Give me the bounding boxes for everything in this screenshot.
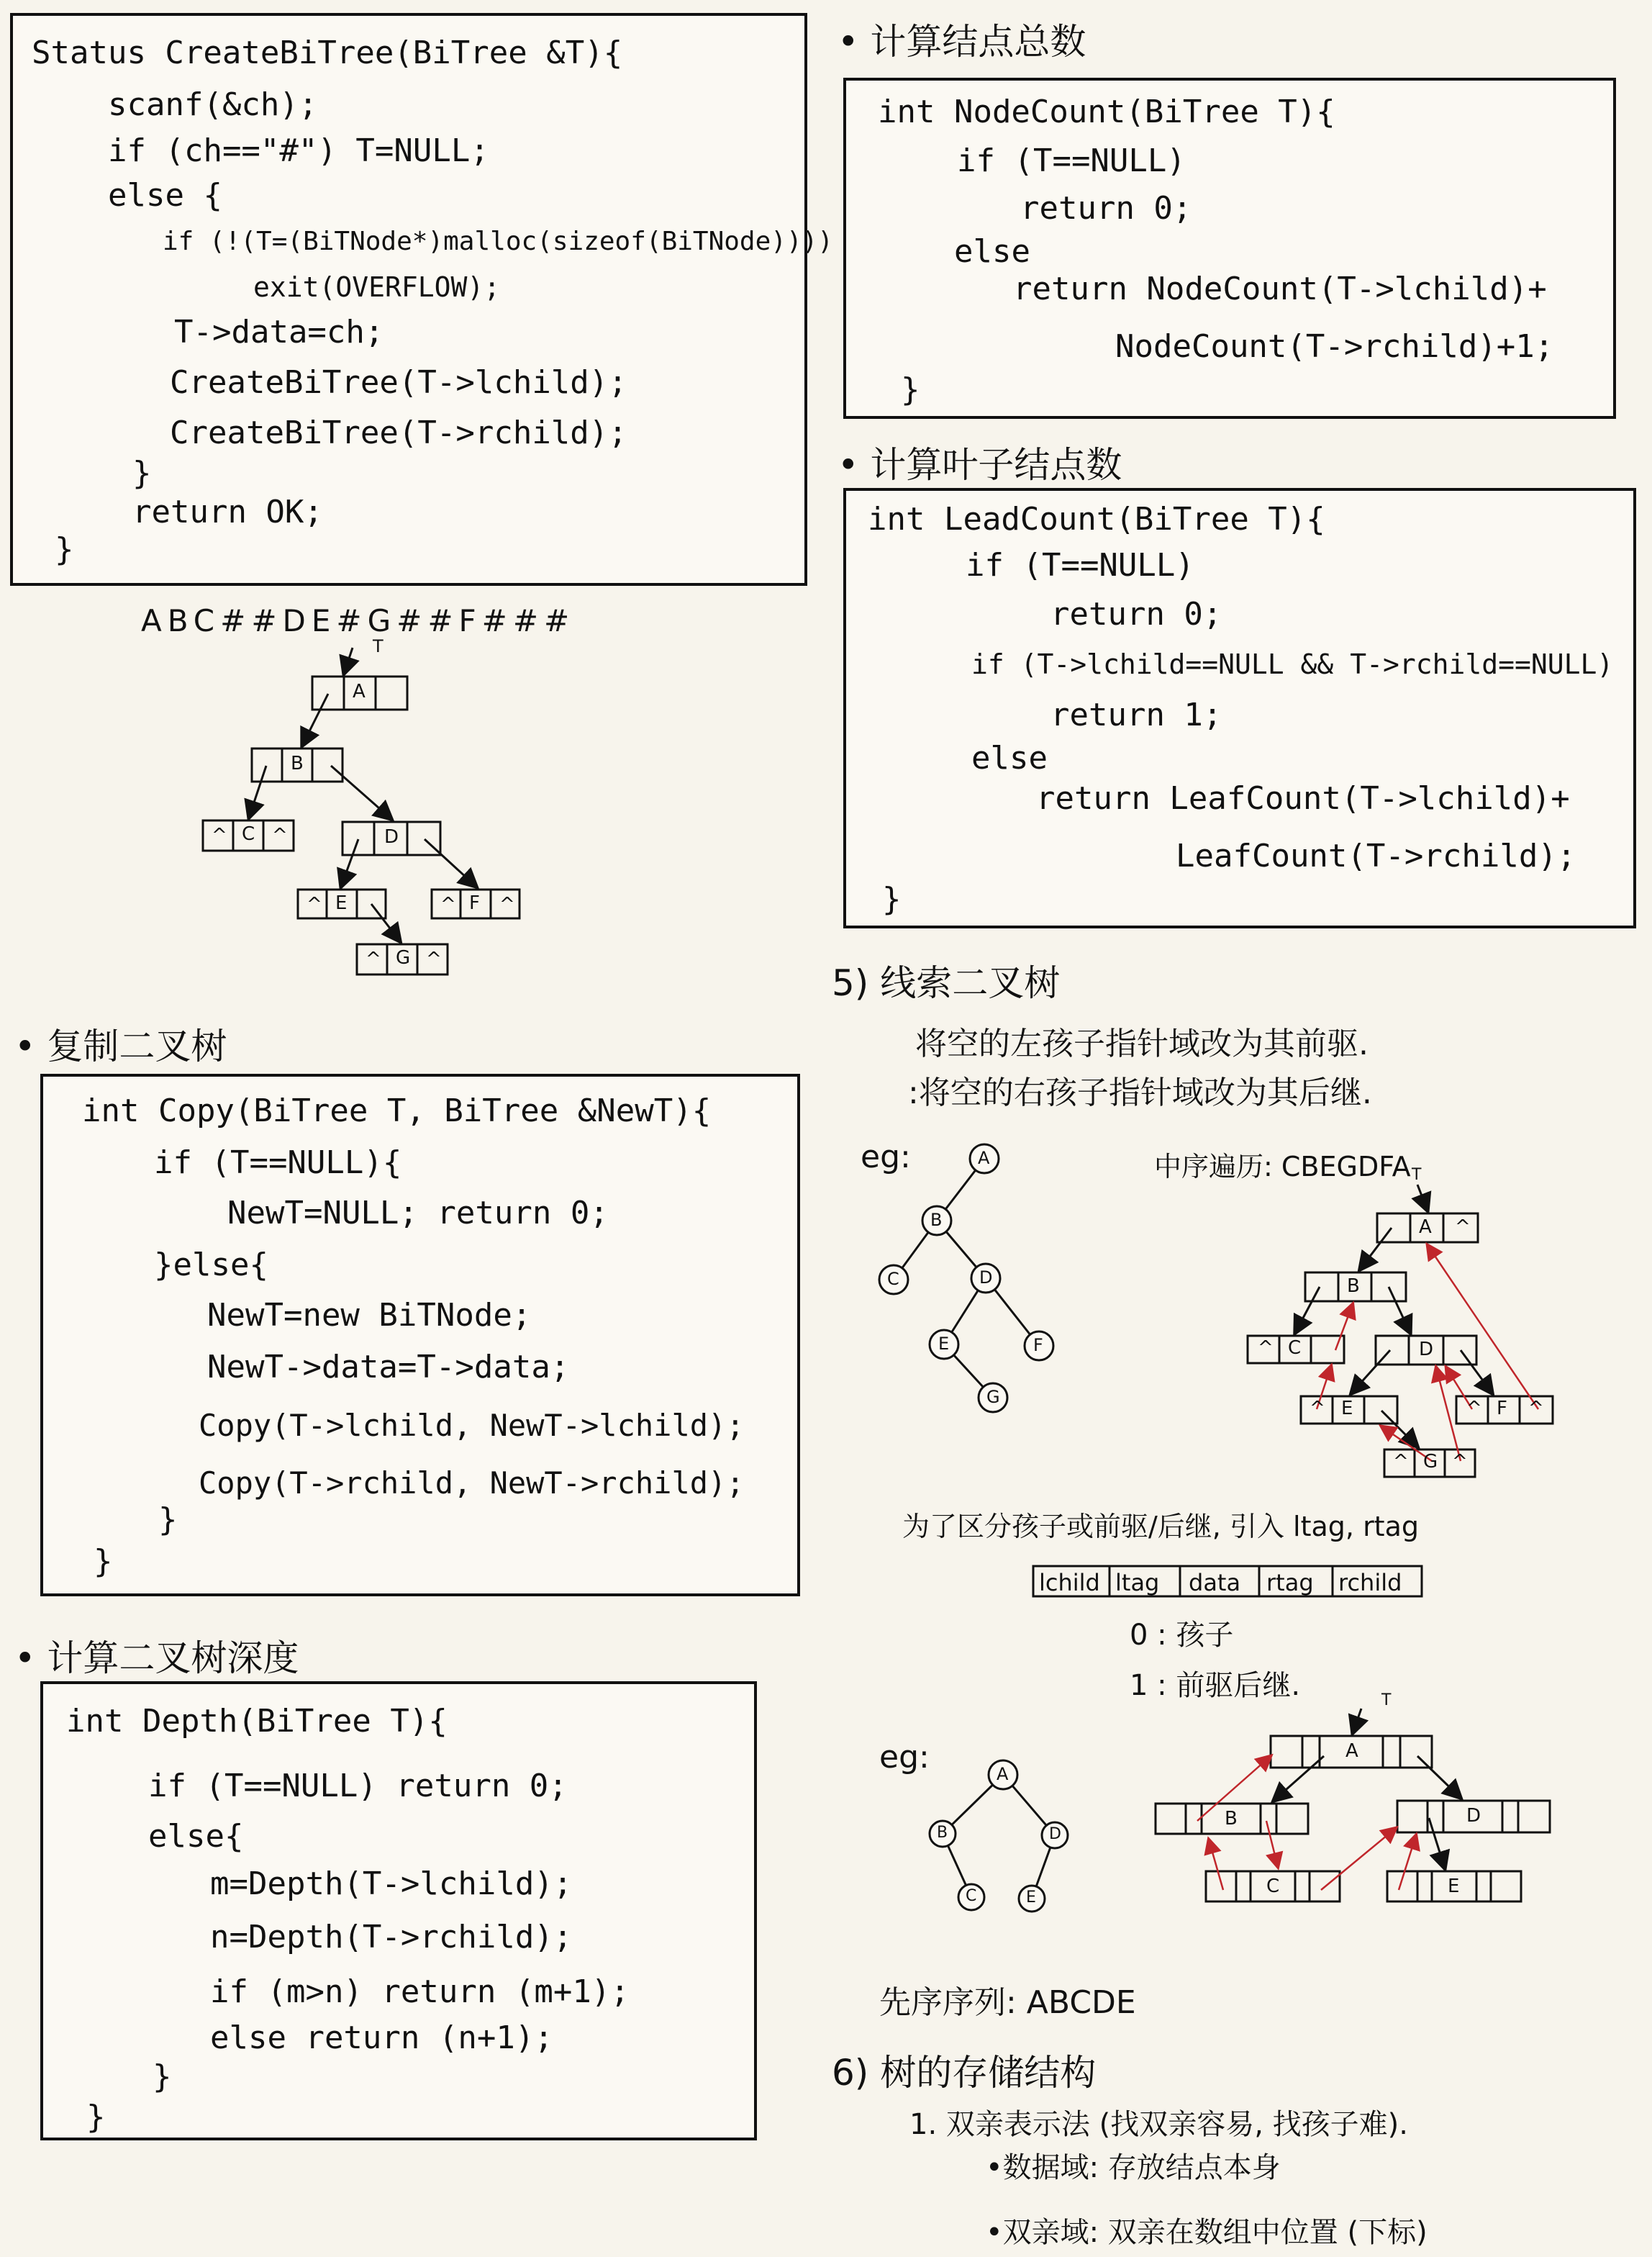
field-rchild: rchild bbox=[1338, 1569, 1402, 1596]
copy-line-6: Copy(T->lchild, NewT->lchild); bbox=[199, 1408, 745, 1443]
field-rtag: rtag bbox=[1266, 1569, 1314, 1596]
tree1-root-label: T bbox=[373, 636, 384, 656]
c1-label-b: B bbox=[930, 1210, 943, 1230]
nodecount-line-6: } bbox=[901, 371, 920, 408]
t1-d: D bbox=[1419, 1339, 1434, 1360]
create-line-1: scanf(&ch); bbox=[108, 86, 318, 123]
t1-f-null-l: ^ bbox=[1466, 1398, 1482, 1419]
leafcount-line-3: if (T->lchild==NULL && T->rchild==NULL) bbox=[971, 648, 1614, 680]
nodecount-heading: • 计算结点总数 bbox=[838, 21, 1086, 63]
nodecount-line-2: return 0; bbox=[1020, 190, 1192, 227]
create-line-5: exit(OVERFLOW); bbox=[253, 271, 501, 303]
t1-g-null-r: ^ bbox=[1452, 1451, 1468, 1473]
depth-line-0: int Depth(BiTree T){ bbox=[66, 1703, 448, 1740]
tag-0-meaning: 0 : 孩子 bbox=[1130, 1619, 1234, 1652]
create-line-8: CreateBiTree(T->rchild); bbox=[170, 415, 627, 451]
t1-a: A bbox=[1419, 1216, 1432, 1238]
copy-line-1: if (T==NULL){ bbox=[154, 1144, 402, 1181]
nodecount-line-1: if (T==NULL) bbox=[957, 143, 1186, 179]
leafcount-line-5: else bbox=[971, 740, 1048, 777]
copy-line-3: }else{ bbox=[154, 1247, 268, 1283]
c1-label-f: F bbox=[1033, 1335, 1043, 1355]
c1-label-e: E bbox=[938, 1334, 950, 1354]
tree1-c: C bbox=[242, 823, 255, 845]
c1-label-d: D bbox=[979, 1267, 993, 1288]
leafcount-line-8: } bbox=[882, 881, 902, 918]
tree1-a: A bbox=[353, 681, 366, 702]
c1-label-g: G bbox=[986, 1387, 1000, 1407]
copy-heading-text: 复制二叉树 bbox=[47, 1026, 227, 1067]
storage-bullet-2: •双亲域: 双亲在数组中位置 (下标) bbox=[986, 2216, 1428, 2249]
t1-g-null-l: ^ bbox=[1393, 1451, 1409, 1473]
t1-g: G bbox=[1423, 1451, 1438, 1473]
null-e-left: ^ bbox=[307, 894, 322, 915]
t1-f: F bbox=[1497, 1398, 1507, 1419]
leafcount-line-7: LeafCount(T->rchild); bbox=[1176, 838, 1576, 874]
leafcount-line-4: return 1; bbox=[1050, 697, 1222, 733]
t2-c: C bbox=[1266, 1876, 1280, 1897]
storage-item-1: 1. 双亲表示法 (找双亲容易, 找孩子难). bbox=[909, 2108, 1408, 2141]
tree1-g: G bbox=[396, 947, 411, 969]
t1-b: B bbox=[1347, 1275, 1360, 1297]
threaded-heading: 5) 线索二叉树 bbox=[832, 962, 1061, 1004]
t2-b: B bbox=[1225, 1808, 1238, 1829]
t1-f-null-r: ^ bbox=[1528, 1398, 1544, 1419]
create-line-3: else { bbox=[108, 177, 222, 214]
leafcount-line-1: if (T==NULL) bbox=[966, 547, 1194, 584]
null-c-left: ^ bbox=[212, 825, 227, 846]
null-c-right: ^ bbox=[272, 825, 288, 846]
nodecount-line-0: int NodeCount(BiTree T){ bbox=[878, 94, 1335, 130]
t2-a: A bbox=[1345, 1740, 1358, 1762]
c2-label-d: D bbox=[1049, 1825, 1061, 1843]
c2-label-e: E bbox=[1026, 1889, 1036, 1907]
preorder-label: 先序序列: ABCDE bbox=[879, 1984, 1136, 2021]
t2-e: E bbox=[1448, 1876, 1460, 1897]
create-line-6: T->data=ch; bbox=[174, 314, 384, 350]
c1-label-c: C bbox=[887, 1269, 899, 1289]
depth-line-1: if (T==NULL) return 0; bbox=[148, 1768, 568, 1804]
create-line-7: CreateBiTree(T->lchild); bbox=[170, 364, 627, 401]
create-line-2: if (ch=="#") T=NULL; bbox=[108, 132, 489, 169]
copy-line-0: int Copy(BiTree T, BiTree &NewT){ bbox=[82, 1093, 712, 1129]
t1-a-null: ^ bbox=[1455, 1216, 1471, 1238]
depth-line-4: n=Depth(T->rchild); bbox=[210, 1919, 573, 1955]
c2-label-a: A bbox=[997, 1764, 1009, 1784]
threaded-rule-1: 将空的左孩子指针域改为其前驱. bbox=[915, 1026, 1369, 1062]
depth-line-2: else{ bbox=[148, 1818, 244, 1855]
null-g-left: ^ bbox=[366, 949, 381, 970]
depth-line-3: m=Depth(T->lchild); bbox=[210, 1865, 573, 1902]
threaded-rule-2: :将空的右孩子指针域改为其后继. bbox=[908, 1075, 1372, 1111]
leafcount-line-6: return LeafCount(T->lchild)+ bbox=[1036, 780, 1570, 817]
leafcount-heading: • 计算叶子结点数 bbox=[838, 444, 1122, 486]
field-data: data bbox=[1189, 1569, 1241, 1596]
nodecount-line-5: NodeCount(T->rchild)+1; bbox=[1115, 328, 1554, 365]
tree1-f: F bbox=[469, 892, 480, 914]
inorder-label: 中序遍历: CBEGDFA bbox=[1154, 1151, 1411, 1182]
tree1-e: E bbox=[335, 892, 348, 914]
leafcount-line-2: return 0; bbox=[1050, 596, 1222, 633]
null-g-right: ^ bbox=[426, 949, 442, 970]
c2-label-c: C bbox=[966, 1887, 977, 1905]
create-line-4: if (!(T=(BiTNode*)malloc(sizeof(BiTNode)))) bbox=[163, 227, 833, 256]
create-line-0: Status CreateBiTree(BiTree &T){ bbox=[32, 35, 623, 71]
copy-line-2: NewT=NULL; return 0; bbox=[227, 1195, 609, 1231]
tag-1-meaning: 1 : 前驱后继. bbox=[1130, 1669, 1301, 1702]
input-sequence: ABC##DE#G##F### bbox=[141, 603, 576, 638]
null-f-right: ^ bbox=[499, 894, 515, 915]
c2-label-b: B bbox=[937, 1824, 948, 1842]
depth-line-5: if (m>n) return (m+1); bbox=[210, 1973, 630, 2010]
t2-root-label: T bbox=[1381, 1691, 1392, 1709]
t2-d: D bbox=[1466, 1805, 1481, 1827]
copy-line-5: NewT->data=T->data; bbox=[207, 1349, 570, 1385]
create-line-11: } bbox=[55, 531, 74, 568]
tree1-d: D bbox=[384, 826, 399, 848]
nodecount-line-4: return NodeCount(T->lchild)+ bbox=[1013, 271, 1547, 307]
threaded-eg-1: eg: bbox=[861, 1139, 911, 1175]
null-f-left: ^ bbox=[440, 894, 456, 915]
create-line-9: } bbox=[132, 455, 152, 492]
storage-heading: 6) 树的存储结构 bbox=[832, 2052, 1097, 2094]
t1-root-label: T bbox=[1412, 1166, 1422, 1184]
create-line-10: return OK; bbox=[132, 494, 323, 530]
t1-e-null: ^ bbox=[1310, 1398, 1325, 1419]
storage-bullet-1: •数据域: 存放结点本身 bbox=[986, 2151, 1281, 2184]
threaded-eg-2: eg: bbox=[879, 1739, 930, 1776]
tags-note: 为了区分孩子或前驱/后继, 引入 ltag, rtag bbox=[902, 1511, 1419, 1542]
depth-line-7: } bbox=[153, 2058, 172, 2095]
copy-line-7: Copy(T->rchild, NewT->rchild); bbox=[199, 1465, 745, 1501]
depth-line-6: else return (n+1); bbox=[210, 2019, 553, 2056]
copy-line-8: } bbox=[158, 1501, 178, 1538]
c1-label-a: A bbox=[978, 1148, 990, 1168]
nodecount-heading-text: 计算结点总数 bbox=[870, 21, 1086, 63]
nodecount-line-3: else bbox=[954, 233, 1030, 270]
tree1-b: B bbox=[291, 753, 304, 774]
t1-c: C bbox=[1288, 1337, 1302, 1359]
depth-line-8: } bbox=[86, 2099, 106, 2135]
leafcount-heading-text: 计算叶子结点数 bbox=[870, 444, 1122, 486]
copy-heading: • 复制二叉树 bbox=[14, 1026, 227, 1067]
depth-heading-text: 计算二叉树深度 bbox=[47, 1637, 299, 1679]
t1-e: E bbox=[1341, 1398, 1353, 1419]
leafcount-line-0: int LeadCount(BiTree T){ bbox=[868, 501, 1325, 538]
t1-c-null: ^ bbox=[1258, 1337, 1274, 1359]
field-ltag: ltag bbox=[1115, 1569, 1160, 1596]
copy-line-4: NewT=new BiTNode; bbox=[207, 1297, 532, 1334]
copy-line-9: } bbox=[94, 1543, 113, 1580]
field-lchild: lchild bbox=[1039, 1569, 1100, 1596]
depth-heading: • 计算二叉树深度 bbox=[14, 1637, 299, 1679]
